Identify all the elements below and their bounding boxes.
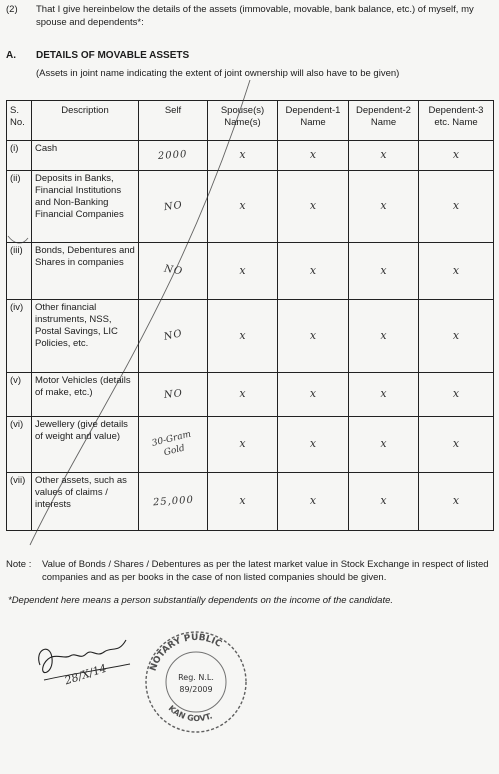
svg-text:KAN GOVT. [167, 704, 214, 724]
row-dep3-value [419, 243, 494, 300]
row-sno: (iii) [7, 243, 32, 300]
table-row [7, 243, 494, 300]
row-dep1-value [278, 300, 349, 373]
row-dep1-value [278, 417, 349, 473]
handwritten-cross: x [452, 328, 460, 342]
row-sno: (vi) [7, 417, 32, 473]
row-dep1-value [278, 171, 349, 243]
handwritten-self: NO [162, 387, 183, 401]
handwritten-cross: x [309, 494, 317, 507]
handwritten-cross: x [452, 437, 460, 450]
row-spouse-value [208, 373, 278, 417]
header-dependent-3: Dependent-3 etc. Name [419, 101, 494, 141]
handwritten-cross: x [309, 148, 317, 161]
row-description: Cash [32, 141, 139, 171]
handwritten-cross: x [239, 437, 246, 450]
handwritten-cross: x [309, 437, 317, 450]
row-sno: (ii) [7, 171, 32, 243]
row-sno: (iv) [7, 300, 32, 373]
handwritten-self: NO [162, 263, 184, 278]
table-row [7, 141, 494, 171]
row-description: Deposits in Banks, Financial Institutions and Non-Banking Financial Companies [32, 171, 139, 243]
row-dep2-value [349, 171, 419, 243]
row-self-value [139, 243, 208, 300]
handwritten-cross: x [309, 328, 317, 342]
signature-scribble [30, 630, 140, 700]
row-self-value [139, 141, 208, 171]
row-dep3-value [419, 473, 494, 531]
handwritten-cross: x [239, 387, 246, 400]
table-row [7, 373, 494, 417]
row-dep3-value [419, 171, 494, 243]
handwritten-cross: x [452, 148, 460, 161]
row-self-value [139, 417, 208, 473]
row-sno: (vii) [7, 473, 32, 531]
row-spouse-value [208, 300, 278, 373]
intro-number: (2) [6, 4, 18, 15]
handwritten-cross: x [380, 199, 387, 212]
row-self-value [139, 171, 208, 243]
handwritten-cross: x [239, 199, 246, 212]
row-dep1-value [278, 141, 349, 171]
row-self-value [139, 473, 208, 531]
handwritten-cross: x [309, 263, 317, 277]
header-dependent-2: Dependent-2 Name [349, 101, 419, 141]
row-spouse-value [208, 141, 278, 171]
handwritten-self: 30-Gram Gold [150, 429, 193, 458]
header-spouse: Spouse(s) Name(s) [208, 101, 278, 141]
handwritten-self: NO [162, 199, 184, 213]
row-dep3-value [419, 373, 494, 417]
handwritten-cross: x [309, 199, 317, 212]
table-row [7, 473, 494, 531]
handwritten-cross: x [239, 494, 246, 507]
table-row [7, 171, 494, 243]
row-dep2-value [349, 300, 419, 373]
row-description: Other assets, such as values of claims / interests [32, 473, 139, 531]
handwritten-cross: x [380, 328, 387, 342]
handwritten-self: NO [162, 328, 184, 343]
table-header-row [7, 101, 494, 141]
dependent-definition: *Dependent here means a person substantially dependents on the income of the candidate. [8, 595, 394, 606]
signature-date: 28/X/14 [63, 661, 109, 688]
row-dep1-value [278, 373, 349, 417]
row-description: Other financial instruments, NSS, Postal Savings, LIC Policies, etc. [32, 300, 139, 373]
seal-top-text: NOTARY PUBLIC [148, 632, 224, 673]
row-dep2-value [349, 417, 419, 473]
notary-seal-stamp [140, 620, 250, 740]
handwritten-cross: x [380, 494, 387, 507]
handwritten-cross: x [239, 148, 246, 161]
table-row [7, 300, 494, 373]
row-dep2-value [349, 243, 419, 300]
movable-assets-table [6, 100, 494, 531]
row-description: Motor Vehicles (details of make, etc.) [32, 373, 139, 417]
handwritten-cross: x [452, 494, 460, 507]
handwritten-self: 25,000 [152, 494, 194, 508]
handwritten-cross: x [380, 437, 387, 450]
row-dep3-value [419, 141, 494, 171]
handwritten-cross: x [380, 148, 387, 161]
header-self: Self [139, 101, 208, 141]
section-title: DETAILS OF MOVABLE ASSETS [36, 50, 190, 61]
notary-seal [140, 620, 250, 743]
row-self-value [139, 373, 208, 417]
row-dep2-value [349, 473, 419, 531]
row-sno: (i) [7, 141, 32, 171]
row-spouse-value [208, 417, 278, 473]
row-spouse-value [208, 243, 278, 300]
row-dep3-value [419, 300, 494, 373]
svg-text:NOTARY PUBLIC [149, 633, 224, 673]
seal-center-line-2: 89/2009 [179, 685, 213, 694]
handwritten-cross: x [452, 387, 460, 400]
handwritten-cross: x [380, 263, 387, 277]
handwritten-cross: x [309, 387, 317, 400]
handwritten-cross: x [380, 387, 387, 400]
section-letter: A. [6, 50, 16, 61]
header-dependent-1: Dependent-1 Name [278, 101, 349, 141]
section-subnote: (Assets in joint name indicating the extent of joint ownership will also have to be given) [36, 68, 400, 79]
row-dep1-value [278, 243, 349, 300]
row-description: Jewellery (give details of weight and value) [32, 417, 139, 473]
row-spouse-value [208, 171, 278, 243]
row-description: Bonds, Debentures and Shares in companies [32, 243, 139, 300]
seal-center-line-1: Reg. N.L. [178, 673, 214, 682]
row-dep3-value [419, 417, 494, 473]
signature [30, 630, 140, 703]
handwritten-self: 2000 [157, 148, 189, 162]
seal-bottom-text: KAN GOVT. [166, 703, 214, 724]
handwritten-cross: x [452, 199, 460, 212]
handwritten-cross: x [239, 328, 246, 342]
row-dep1-value [278, 473, 349, 531]
row-self-value [139, 300, 208, 373]
row-dep2-value [349, 141, 419, 171]
note-text: Value of Bonds / Shares / Debentures as per the latest market value in Stock Exchange in respect of listed companies and as per books in the case of non listed companies should be given. [42, 559, 489, 583]
handwritten-cross: x [239, 263, 246, 277]
header-sno: S. No. [7, 101, 32, 141]
table-row [7, 417, 494, 473]
note-label: Note : [6, 559, 32, 570]
intro-text: That I give hereinbelow the details of the assets (immovable, movable, bank balance, etc.) of myself, my spouse and dependents*: [36, 4, 474, 28]
row-sno: (v) [7, 373, 32, 417]
row-spouse-value [208, 473, 278, 531]
row-dep2-value [349, 373, 419, 417]
header-description: Description [32, 101, 139, 141]
handwritten-cross: x [452, 263, 460, 277]
